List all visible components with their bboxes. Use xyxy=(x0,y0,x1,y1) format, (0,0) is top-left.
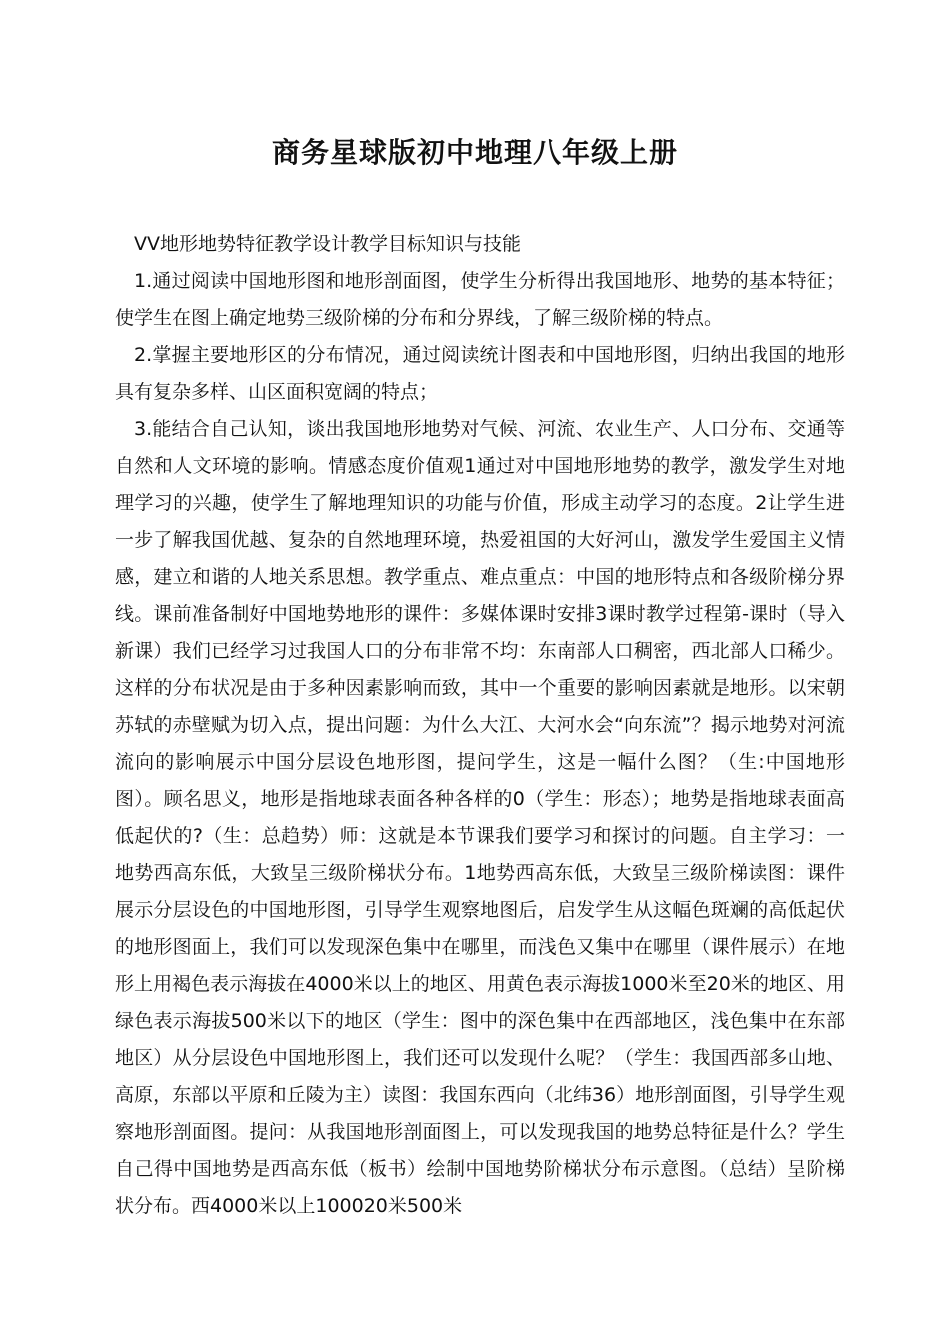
document-body xyxy=(115,226,845,1225)
document-title: 商务星球版初中地理八年级上册 xyxy=(271,136,678,169)
paragraph-item-3: 3.能结合自己认知，谈出我国地形地势对气候、河流、农业生产、人口分布、交通等自然和人文环境的影响。情感态度价值观1通过对中国地形地势的教学，激发学生对地理学习的兴趣，使学生了解地理知识的功能与价值，形成主动学习的态度。2让学生进一步了解我国优越、复杂的自然地理环境，热爱祖国的大好河山，激发学生爱国主义情感，建立和谐的人地关系思想。教学重点、难点重点：中国的地形特点和各级阶梯分界线。课前准备制好中国地势地形的课件：多媒体课时安排3课时教学过程第-课时（导入新课）我们已经学习过我国人口的分布非常不均：东南部人口稠密，西北部人口稀少。这样的分布状况是由于多种因素影响而致，其中一个重要的影响因素就是地形。以宋朝苏轼的赤壁赋为切入点，提出问题：为什么大江、大河水会“向东流”？揭示地势对河流流向的影响展示中国分层设色地形图，提问学生，这是一幅什么图？（生:中国地形图）。顾名思义，地形是指地球表面各种各样的0（学生：形态）；地势是指地球表面高低起伏的?（生：总趋势）师：这就是本节课我们要学习和探讨的问题。自主学习：一地势西高东低，大致呈三级阶梯状分布。1地势西高东低，大致呈三级阶梯读图：课件展示分层设色的中国地形图，引导学生观察地图后，启发学生从这幅色斑斓的高低起伏的地形图面上，我们可以发现深色集中在哪里，而浅色又集中在哪里（课件展示）在地形上用褐色表示海拔在4000米以上的地区、用黄色表示海拔1000米至20米的地区、用绿色表示海拔500米以下的地区（学生：图中的深色集中在西部地区，浅色集中在东部地区）从分层设色中国地形图上，我们还可以发现什么呢？（学生：我国西部多山地、高原，东部以平原和丘陵为主）读图：我国东西向（北纬36）地形剖面图，引导学生观察地形剖面图。提问：从我国地形剖面图上，可以发现我国的地势总特征是什么？学生自己得中国地势是西高东低（板书）绘制中国地势阶梯状分布示意图。（总结）呈阶梯状分布。西4000米以上100020米500米 xyxy=(115,418,845,1217)
paragraph-item-2: 2.掌握主要地形区的分布情况，通过阅读统计图表和中国地形图，归纳出我国的地形具有复杂多样、山区面积宽阔的特点； xyxy=(115,344,845,403)
paragraph-heading: VV地形地势特征教学设计教学目标知识与技能 xyxy=(134,233,521,255)
paragraph-item-1: 1.通过阅读中国地形图和地形剖面图，使学生分析得出我国地形、地势的基本特征；使学生在图上确定地势三级阶梯的分布和分界线，了解三级阶梯的特点。 xyxy=(115,270,845,329)
